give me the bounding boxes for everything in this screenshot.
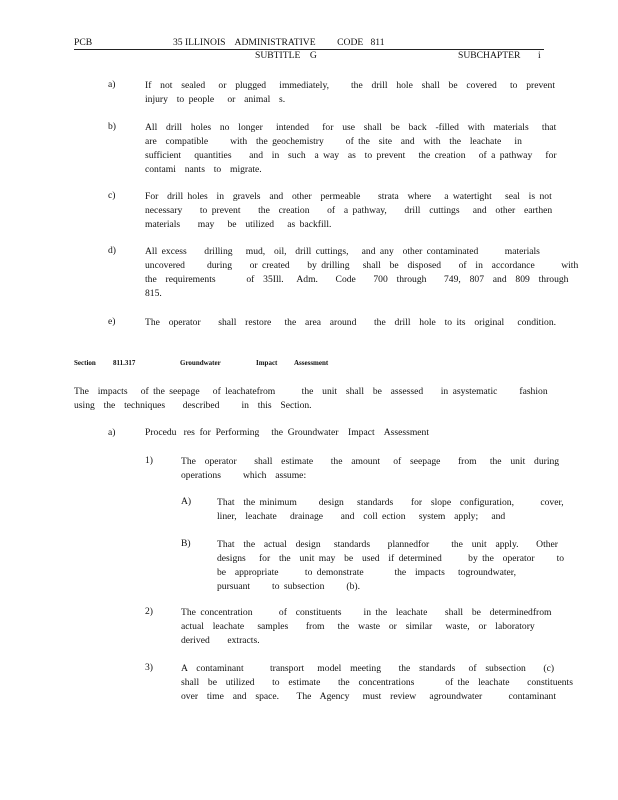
text-line: are compatible with the geochemistry of the site and with the leachate in xyxy=(145,136,522,147)
text-line: All drill holes no longer intended for use shall be back -filled with materials that xyxy=(145,122,557,133)
text-line: designs for the unit may be used if determined by the operator to xyxy=(217,553,565,564)
item-text-c xyxy=(145,190,552,232)
text-line: 815. xyxy=(145,288,162,299)
item-label-c: c) xyxy=(108,190,116,201)
numbered-text-1 xyxy=(181,455,559,483)
text-line: be appropriate to demonstrate the impacts togroundwater, xyxy=(217,567,516,578)
text-line: over time and space. The Agency must review agroundwater contaminant xyxy=(181,691,556,702)
section-number: 811.317 xyxy=(113,359,136,367)
header-subchapter: SUBCHAPTER xyxy=(458,50,521,61)
item-text-d xyxy=(145,245,578,301)
text-line: For drill holes in gravels and other permeable strata where a watertight seal is not xyxy=(145,191,552,202)
text-line: liner, leachate drainage and coll ection system apply; and xyxy=(217,511,506,522)
text-line: All excess drilling mud, oil, drill cuttings, and any other contaminated materials xyxy=(145,246,540,257)
lettered-text-B xyxy=(217,538,564,594)
text-line: A contaminant transport model meeting the standards of subsection (c) xyxy=(181,663,555,674)
section-title-word: Groundwater xyxy=(180,359,221,367)
text-line: injury to people or animal s. xyxy=(145,94,286,105)
text-line: That the actual design standards plannedfor the unit apply. Other xyxy=(217,539,558,550)
lettered-label-A: A) xyxy=(181,496,192,507)
header-code: 35 ILLINOIS ADMINISTRATIVE CODE 811 xyxy=(173,37,385,48)
text-line: using the techniques described in this Section. xyxy=(74,400,312,411)
item-text-b xyxy=(145,121,557,177)
text-line: If not sealed or plugged immediately, the drill hole shall be covered to prevent xyxy=(145,80,555,91)
lettered-label-B: B) xyxy=(181,538,191,549)
section-title-word: Impact xyxy=(256,359,278,367)
numbered-label-2: 2) xyxy=(145,606,153,617)
text-line: materials may be utilized as backfill. xyxy=(145,219,332,230)
numbered-text-2 xyxy=(181,606,552,648)
text-line: The concentration of constituents in the leachate shall be determinedfrom xyxy=(181,607,552,618)
text-line: actual leachate samples from the waste or similar waste, or laboratory xyxy=(181,621,535,632)
text-line: That the minimum design standards for slope configuration, cover, xyxy=(217,497,564,508)
section-title-word: Assessment xyxy=(294,359,329,367)
text-line: The operator shall restore the area around the drill hole to its original condition. xyxy=(145,317,557,328)
text-line: sufficient quantities and in such a way as to prevent the creation of a pathway for xyxy=(145,150,557,161)
numbered-text-3 xyxy=(181,662,573,704)
item-text-e xyxy=(145,316,556,330)
text-line: The operator shall estimate the amount of seepage from the unit during xyxy=(181,456,560,467)
text-line: shall be utilized to estimate the concentrations of the leachate constituents xyxy=(181,677,573,688)
text-line: the requirements of 35Ill. Adm. Code 700 through 749, 807 and 809 through xyxy=(145,274,569,285)
item-label-e: e) xyxy=(108,316,116,327)
section-intro xyxy=(74,385,548,413)
item-label-d: d) xyxy=(108,245,116,256)
numbered-label-1: 1) xyxy=(145,455,153,466)
section-label: Section xyxy=(74,359,96,367)
text-line: The impacts of the seepage of leachatefrom the unit shall be assessed in asystematic fashion xyxy=(74,386,548,397)
sub-text-a: Procedu res for Performing the Groundwater Impact Assessment xyxy=(145,427,430,438)
text-line: uncovered during or created by drilling shall be disposed of in accordance with xyxy=(145,260,579,271)
header-left: PCB xyxy=(74,37,93,48)
header-subtitle: SUBTITLE G xyxy=(255,50,317,61)
text-line: operations which assume: xyxy=(181,470,307,481)
item-label-b: b) xyxy=(108,121,116,132)
text-line: pursuant to subsection (b). xyxy=(217,581,360,592)
item-text-a xyxy=(145,79,555,107)
sub-label-a: a) xyxy=(108,427,116,438)
text-line: contami nants to migrate. xyxy=(145,164,262,175)
header-subchapter-suffix: i xyxy=(538,50,541,61)
item-label-a: a) xyxy=(108,79,116,90)
text-line: derived extracts. xyxy=(181,635,260,646)
numbered-label-3: 3) xyxy=(145,662,153,673)
lettered-text-A xyxy=(217,496,564,524)
text-line: necessary to prevent the creation of a pathway, drill cuttings and other earthen xyxy=(145,205,553,216)
